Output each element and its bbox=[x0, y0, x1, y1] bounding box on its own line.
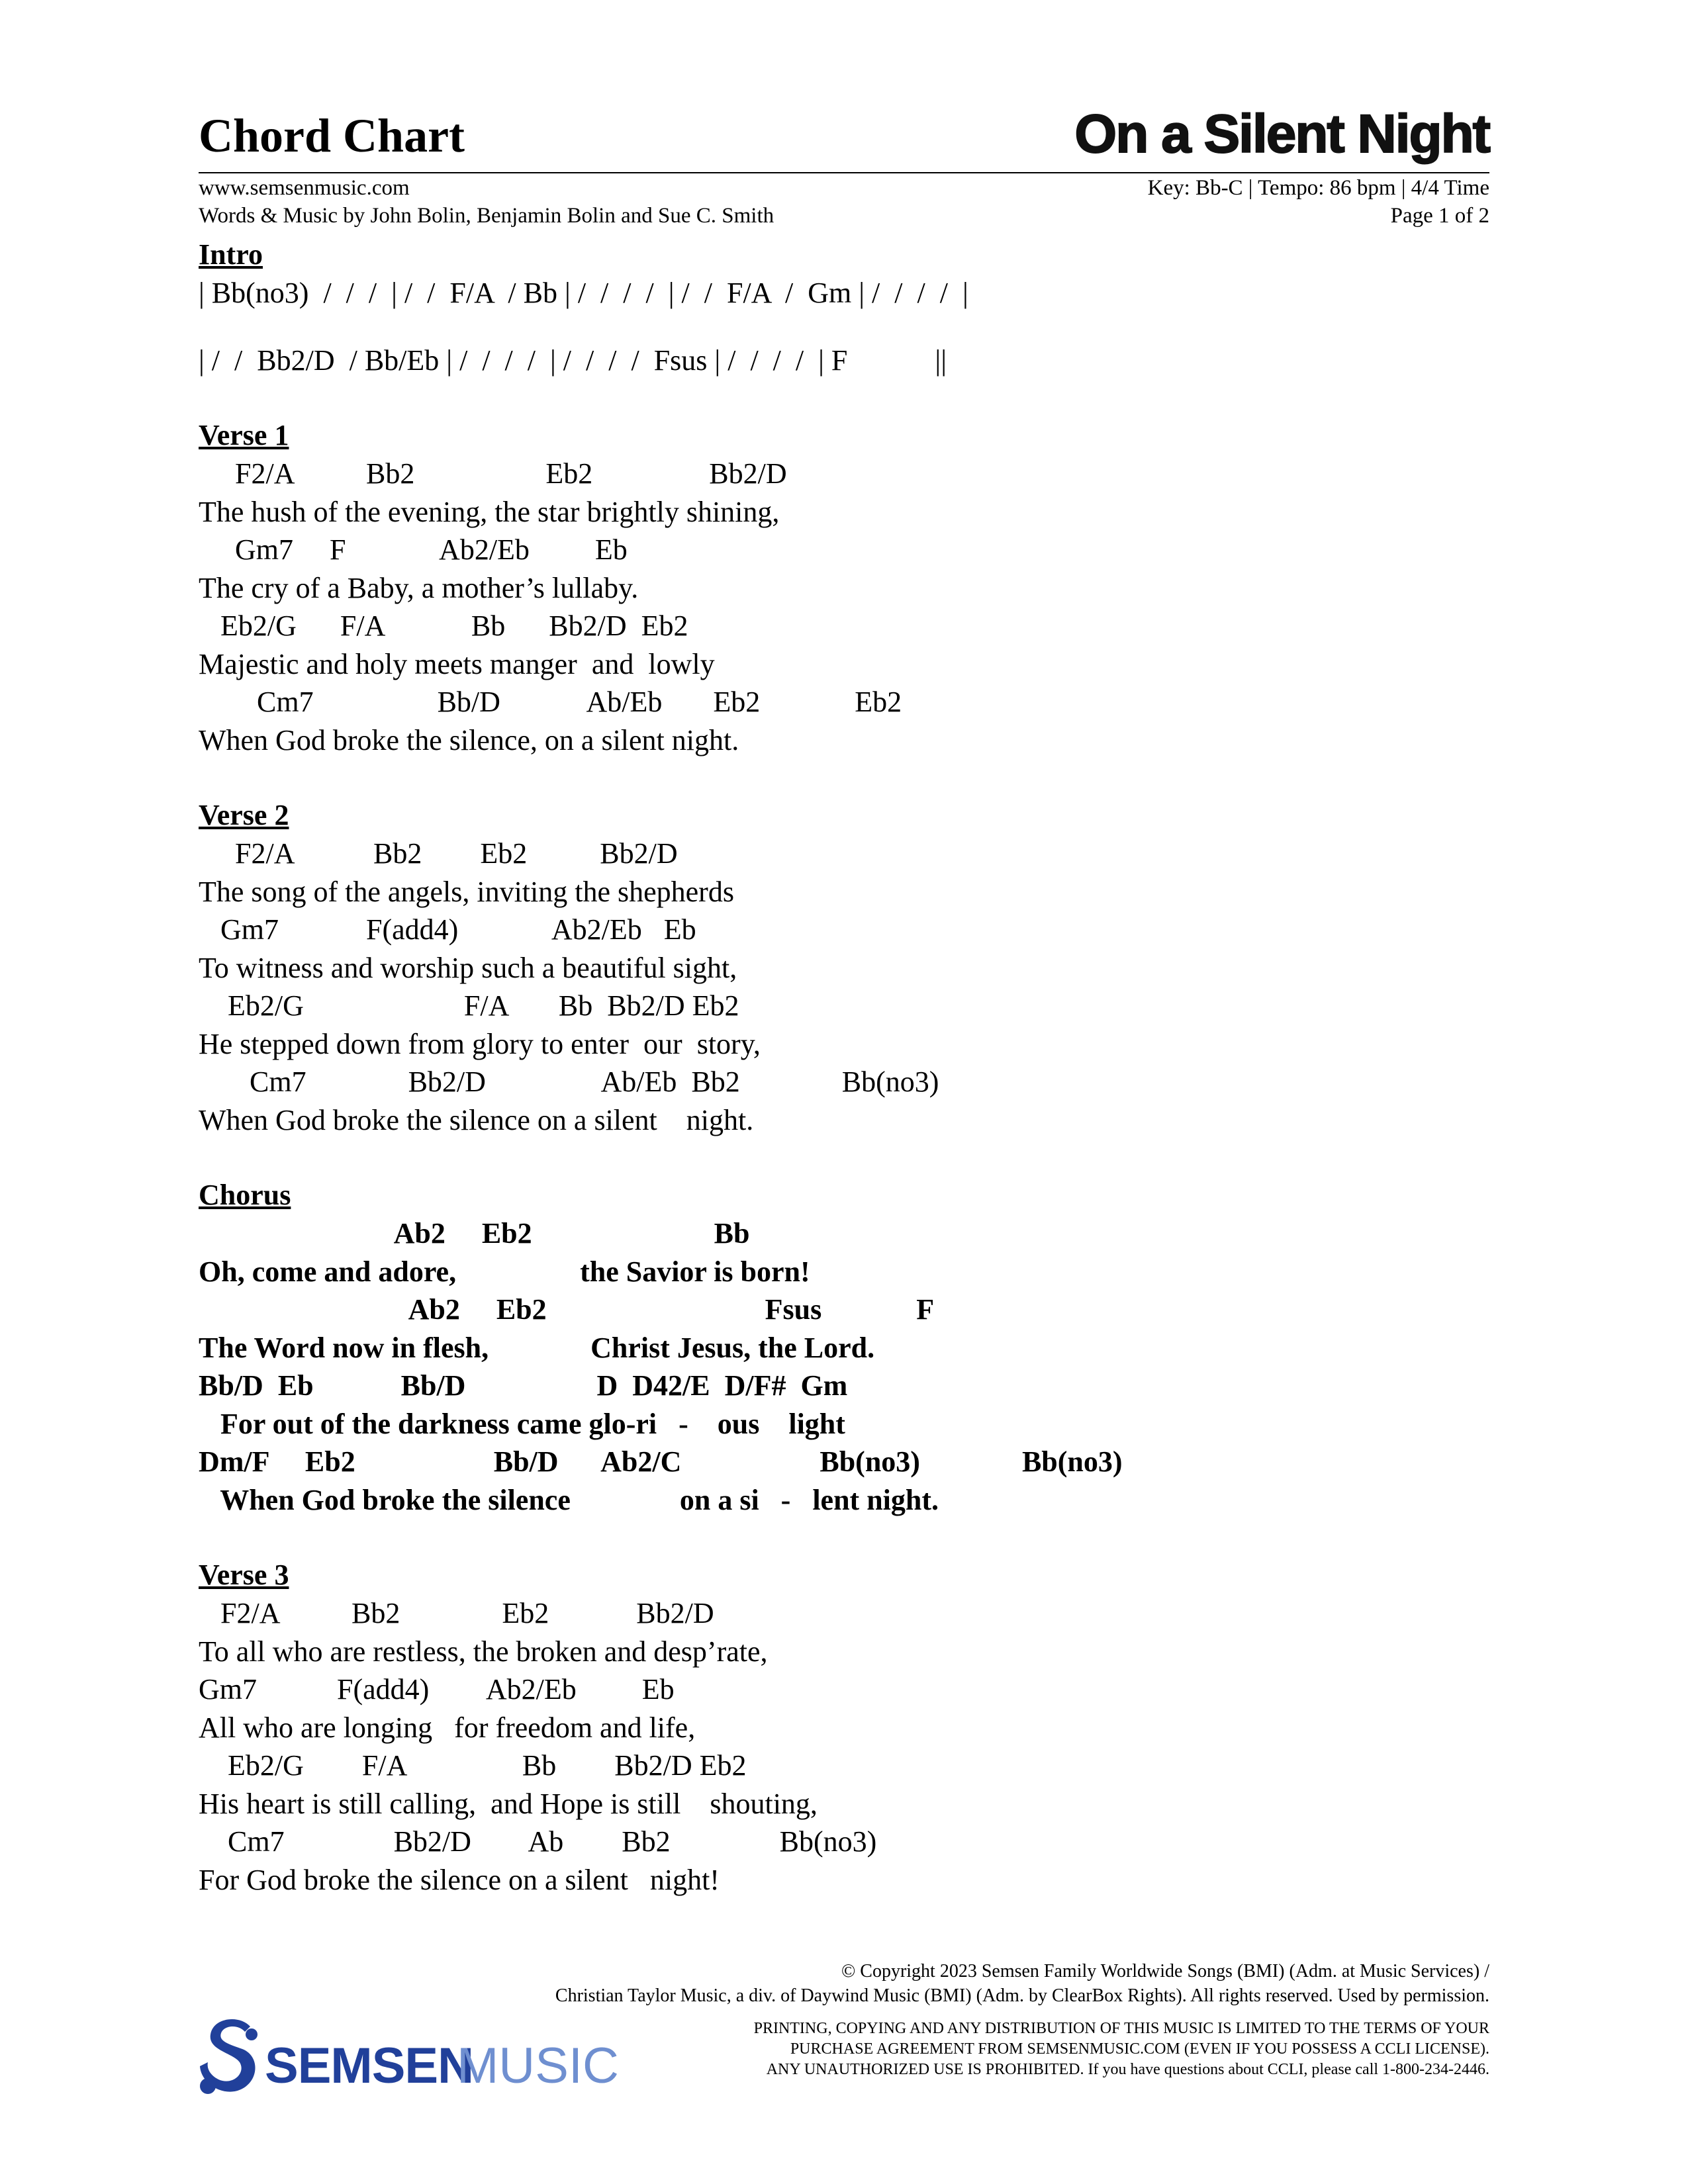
lyric-line: All who are longing for freedom and life, bbox=[199, 1711, 696, 1744]
spacer bbox=[199, 1519, 1489, 1556]
credits: Words & Music by John Bolin, Benjamin Bolin and Sue C. Smith bbox=[199, 204, 774, 228]
section-title: Verse 3 bbox=[199, 1559, 289, 1591]
chord-line: F2/A Bb2 Eb2 Bb2/D bbox=[199, 837, 678, 870]
song-title: On a Silent Night bbox=[1074, 104, 1489, 164]
header-meta bbox=[199, 172, 1489, 232]
lyric-line: Oh, come and adore, the Savior is born! bbox=[199, 1255, 810, 1288]
chord-line: Bb/D Eb Bb/D D D42/E D/F# Gm bbox=[199, 1369, 848, 1402]
lyric-line: The cry of a Baby, a mother’s lullaby. bbox=[199, 571, 639, 604]
semsen-s-logo-icon bbox=[199, 2012, 265, 2105]
section-title: Chorus bbox=[199, 1179, 291, 1211]
key-tempo-info: Key: Bb-C | Tempo: 86 bpm | 4/4 Time bbox=[1147, 176, 1489, 200]
chord-line: Cm7 Bb/D Ab/Eb Eb2 Eb2 bbox=[199, 686, 902, 718]
verse2-section bbox=[199, 796, 1489, 1139]
chord-line: | Bb(no3) / / / | / / F/A / Bb | / / / / | / / F/A / Gm | / / / / | bbox=[199, 277, 968, 309]
section-title: Verse 2 bbox=[199, 799, 289, 831]
logo-wordmark-music: MUSIC bbox=[457, 2038, 619, 2094]
copyright-notice bbox=[555, 1959, 1489, 2008]
chord-line: Ab2 Eb2 Bb bbox=[199, 1217, 750, 1250]
semsen-music-logo bbox=[199, 2012, 619, 2105]
chord-line: Cm7 Bb2/D Ab/Eb Bb2 Bb(no3) bbox=[199, 1066, 939, 1098]
lyric-line: When God broke the silence on a silent night. bbox=[199, 1103, 754, 1136]
section-title: Intro bbox=[199, 238, 263, 271]
lyric-line: The hush of the evening, the star brightly shining, bbox=[199, 495, 780, 528]
chord-line: F2/A Bb2 Eb2 Bb2/D bbox=[199, 1597, 714, 1629]
lyric-line: The song of the angels, inviting the shepherds bbox=[199, 875, 734, 908]
lyric-line: When God broke the silence on a si - lent night. bbox=[199, 1483, 939, 1516]
spacer bbox=[199, 759, 1489, 796]
lyric-line: His heart is still calling, and Hope is still shouting, bbox=[199, 1787, 818, 1820]
lyric-line: When God broke the silence, on a silent night. bbox=[199, 723, 739, 756]
section-title: Verse 1 bbox=[199, 419, 289, 451]
license-notice bbox=[754, 2019, 1489, 2080]
chord-line: Gm7 F Ab2/Eb Eb bbox=[199, 533, 628, 566]
chord-line: Dm/F Eb2 Bb/D Ab2/C Bb(no3) Bb(no3) bbox=[199, 1445, 1123, 1478]
chord-line: Gm7 F(add4) Ab2/Eb Eb bbox=[199, 913, 696, 946]
spacer bbox=[199, 379, 1489, 416]
verse3-section bbox=[199, 1556, 1489, 1899]
copyright-line: Christian Taylor Music, a div. of Daywind Music (BMI) (Adm. by ClearBox Rights). All rights reserved. Used by permission. bbox=[555, 1985, 1489, 2006]
chord-chart-page bbox=[199, 106, 1489, 1899]
footer bbox=[199, 1959, 1489, 2105]
logo-wordmark-semsen: SEMSEN bbox=[265, 2038, 473, 2094]
chord-line: | / / Bb2/D / Bb/Eb | / / / / | / / / / Fsus | / / / / | F || bbox=[199, 343, 947, 377]
lyric-line: To witness and worship such a beautiful sight, bbox=[199, 951, 737, 984]
spacer bbox=[199, 312, 1489, 341]
lyric-line: For out of the darkness came glo-ri - ous light bbox=[199, 1407, 845, 1440]
verse1-section bbox=[199, 416, 1489, 759]
spacer bbox=[199, 1139, 1489, 1176]
page-number: Page 1 of 2 bbox=[1390, 204, 1489, 228]
lyric-line: To all who are restless, the broken and desp’rate, bbox=[199, 1635, 768, 1668]
doc-type-heading: Chord Chart bbox=[199, 109, 465, 162]
legal-line: PRINTING, COPYING AND ANY DISTRIBUTION OF THIS MUSIC IS LIMITED TO THE TERMS OF YOUR bbox=[753, 2020, 1489, 2037]
intro-section bbox=[199, 236, 1489, 379]
chorus-section bbox=[199, 1176, 1489, 1519]
chord-line: Eb2/G F/A Bb Bb2/D Eb2 bbox=[199, 1749, 747, 1782]
lyric-line: Majestic and holy meets manger and lowly bbox=[199, 647, 715, 680]
chord-line: Eb2/G F/A Bb Bb2/D Eb2 bbox=[199, 989, 739, 1022]
legal-line: PURCHASE AGREEMENT FROM SEMSENMUSIC.COM (EVEN IF YOU POSSESS A CCLI LICENSE). bbox=[790, 2040, 1489, 2058]
lyric-line: The Word now in flesh, Christ Jesus, the Lord. bbox=[199, 1331, 875, 1364]
lyric-line: He stepped down from glory to enter our story, bbox=[199, 1027, 761, 1060]
chord-line: Gm7 F(add4) Ab2/Eb Eb bbox=[199, 1673, 675, 1706]
chord-line: F2/A Bb2 Eb2 Bb2/D bbox=[199, 457, 787, 490]
chord-line: Eb2/G F/A Bb Bb2/D Eb2 bbox=[199, 610, 688, 642]
chord-line: Cm7 Bb2/D Ab Bb2 Bb(no3) bbox=[199, 1825, 877, 1858]
lyric-line: For God broke the silence on a silent night! bbox=[199, 1863, 720, 1896]
header bbox=[199, 106, 1489, 172]
legal-line: ANY UNAUTHORIZED USE IS PROHIBITED. If you have questions about CCLI, please call 1-800-234-2446. bbox=[766, 2061, 1489, 2078]
website: www.semsenmusic.com bbox=[199, 176, 410, 200]
chord-line: Ab2 Eb2 Fsus F bbox=[199, 1293, 935, 1326]
copyright-line: © Copyright 2023 Semsen Family Worldwide Songs (BMI) (Adm. at Music Services) / bbox=[841, 1961, 1489, 1981]
